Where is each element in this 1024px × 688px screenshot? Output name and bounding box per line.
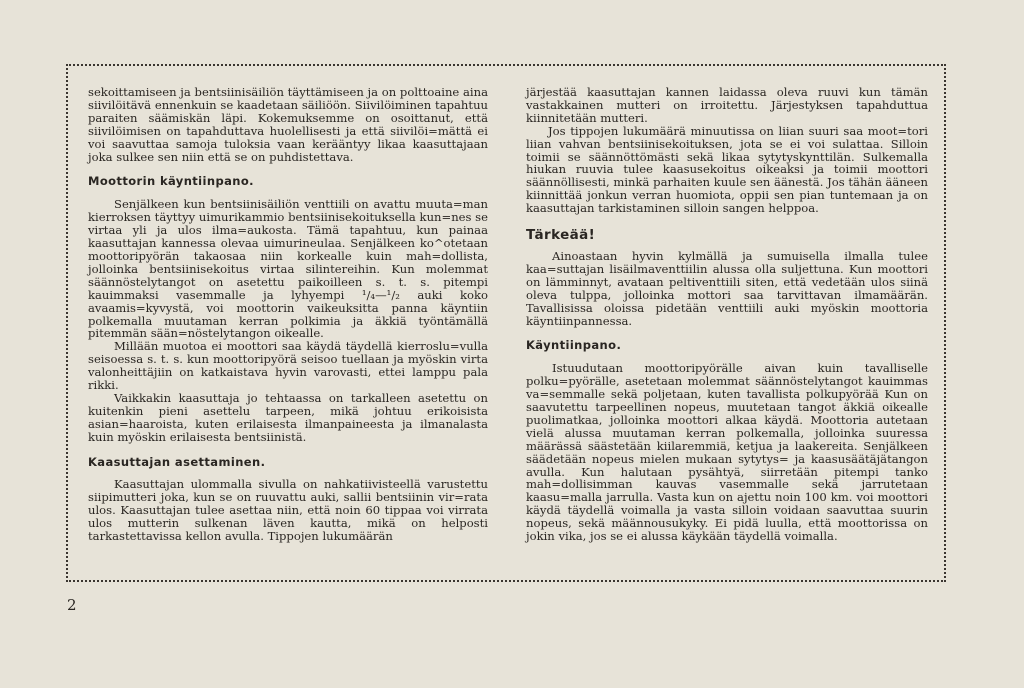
left-paragraph-5: Kaasuttajan ulommalla sivulla on nahkatiivisteellä varustettu siipimutteri joka, kun se on ruuvattu auki, sallii bentsiinin vir=rata ulos. Kaasuttajan tulee asettaa niin, että noin 60 tippaa voi virrata ulos mutterin sulkenan läven kautta, mikä on helposti tarkastettavissa kellon avulla. Tippojen lukumäärän [88,477,488,544]
left-paragraph-4: Vaikkakin kaasuttaja jo tehtaassa on tarkalleen asetettu on kuitenkin pieni asettelu tarpeen, mikä johtuu erikoisista asian=haaroista, kuten erilaisesta ilmanpaineesta ja ilmanalasta kuin myöskin erilaisesta bentsiinistä. [88,390,488,444]
page-frame [66,64,946,582]
heading-important: Tärkeää! [526,227,596,244]
heading-carburetor-setting: Kaasuttajan asettaminen. [88,454,266,469]
left-paragraph-2: Senjälkeen kun bentsiinisäiliön venttiili on avattu muuta=man kierroksen täyttyy uimurikammio bentsiinisekoituksella kun=nes se virtaa yli ja ulos ilma=aukosta. Tämä tapahtuu, kun painaa kaasuttajan kannessa olevaa uimurineulaa. Senjälkeen ko^otetaan moottoripyörän takaosaa niin korkealle kuin mah=dollista, jolloinka bentsiinisekoitus virtaa silintereihin. Kun molemmat säännöstelytangot on asetettu paikoilleen s. t. s. pitempi kauimmaksi vasemmalle ja lyhyempi ¹/₄—¹/₂ auki koko avaamis=kyvystä, voi moottorin vaikeuksitta panna käyntiin polkemalla muutaman kerran polkimia ja äkkiä työntämällä pitemmän sään=nöstelytangon oikealle. [88,197,488,341]
left-column [88,86,488,543]
right-column [526,86,928,543]
heading-starting: Käyntiinpano. [526,338,622,353]
heading-engine-start: Moottorin käyntiinpano. [88,174,254,189]
left-paragraph-1: sekoittamiseen ja bentsiinisäiliön täyttämiseen ja on polttoaine aina siivilöitävä ennenkuin se kaadetaan säiliöön. Siivilöiminen tapahtuu paraiten säämiskän läpi. Kokemuksemme on osoittanut, että siivilöimisen on tapahduttava huolellisesti ja että siivilöi=mättä ei voi saavuttaa samoja tuloksia vaan kerääntyy likaa kaasuttajaan joka sulkee sen niin että se on puhdistettava. [88,85,488,164]
left-paragraph-3: Millään muotoa ei moottori saa käydä täydellä kierroslu=vulla seisoessa s. t. s. kun moottoripyörä seisoo tuellaan ja myöskin virta valonheittäjiin on katkaistava hyvin varovasti, ettei lamppu pala rikki. [88,339,488,393]
right-paragraph-3: Ainoastaan hyvin kylmällä ja sumuisella ilmalla tulee kaa=suttajan lisäilmaventtiilin alussa olla suljettuna. Kun moottori on lämminnyt, avataan peltiventtiili siten, että vedetään ulos siinä oleva tulppa, jolloinka mottori saa tarvittavan ilmamäärän. Tavallisissa oloissa pidetään venttiili auki myöskin moottoria käyntiinpannessa. [526,248,928,328]
right-paragraph-2: Jos tippojen lukumäärä minuutissa on liian suuri saa moot=tori liian vahvan bentsiinisekoituksen, jota se ei voi sulattaa. Silloin toimii se säännöttömästi sekä likaa sytytyskynttilän. Sulkemalla hiukan ruuvia tulee kaasusekoitus oikeaksi ja toimii moottori säännöllisesti, minkä parhaiten kuule sen äänestä. Jos tähän ääneen kiinnittää jonkun verran huomiota, oppii sen pian tuntemaan ja on kaasuttajan tarkistaminen silloin sangen helppoa. [526,123,928,216]
right-paragraph-1: järjestää kaasuttajan kannen laidassa oleva ruuvi kun tämän vastakkainen mutteri on irroitettu. Järjestyksen tapahduttua kiinnitetään mutteri. [526,85,928,125]
right-paragraph-4: Istuudutaan moottoripyörälle aivan kuin tavalliselle polku=pyörälle, asetetaan molemmat säännöstelytangot kauimmas va=semmalle sekä poljetaan, kuten tavallista polkupyörää Kun on saavutettu tarpeellinen nopeus, muutetaan tangot äkkiä oikealle puolimatkaa, jolloinka moottori alkaa käydä. Moottoria autetaan vielä alussa muutaman kerran polkemalla, jolloinka suuressa määrässä säästetään kiilaremmiä, ketjua ja laakereita. Senjälkeen säädetään nopeus mielen mukaan sytytys= ja kaasusäätäjätangon avulla. Kun halutaan pysähtyä, siirretään pitempi tanko mah=dollisimman kauvas vasemmalle sekä jarrutetaan kaasu=malla jarrulla. Vasta kun on ajettu noin 100 km. voi moottori käydä täydellä voimalla ja vasta silloin voidaan saavuttaa suurin nopeus, sekä mäännousukyky. Ei pidä luulla, että moottorissa on jokin vika, jos se ei alussa käykään täydellä voimalla. [526,361,928,544]
page-number: 2 [67,596,77,614]
